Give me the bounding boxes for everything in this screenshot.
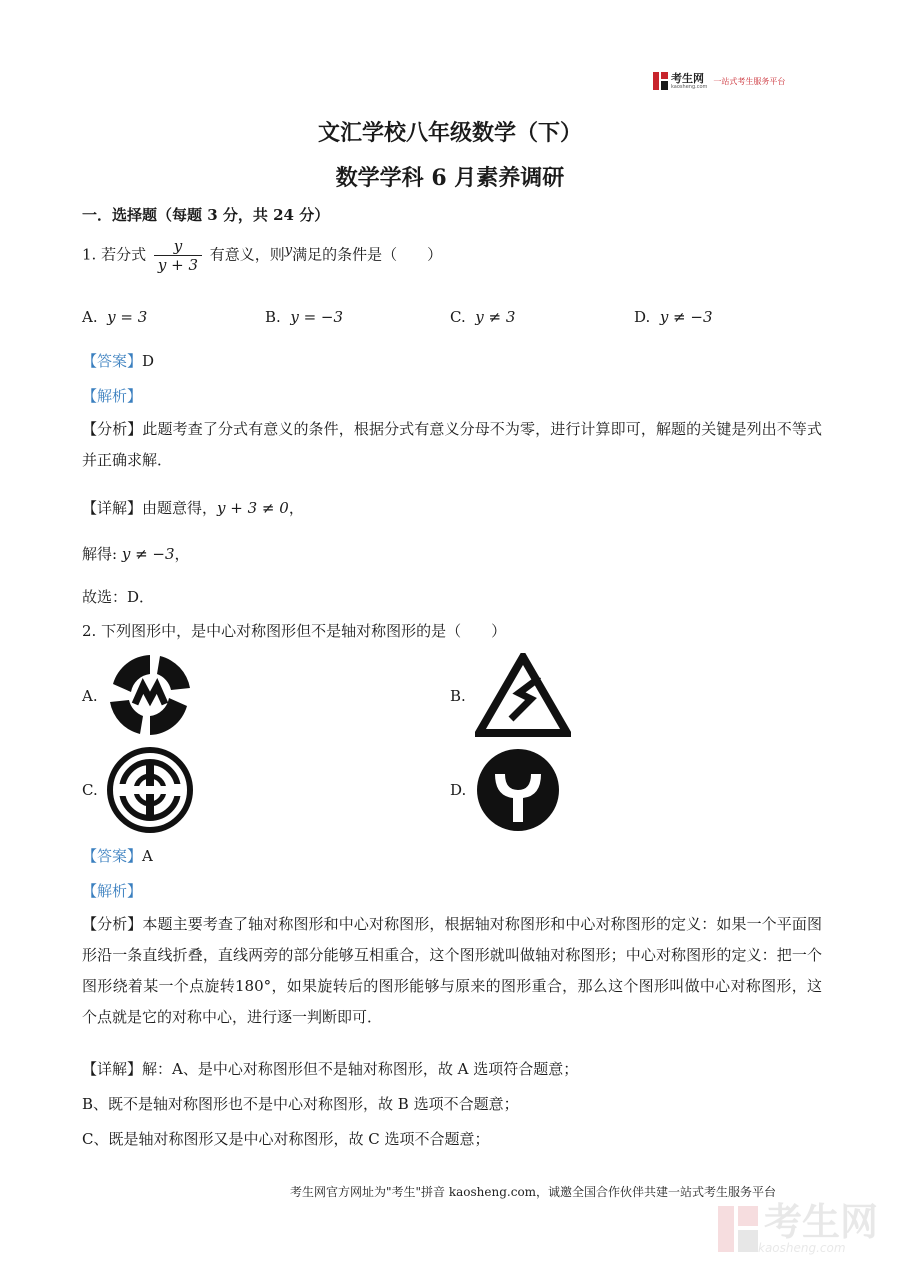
logo-name: 考生网: [671, 71, 704, 85]
xiangjie-text: 解：A、是中心对称图形但不是轴对称图形，故 A 选项符合题意；: [142, 1060, 579, 1078]
fenxi-tag: 【分析】: [82, 420, 143, 438]
s-swirl-icon: [105, 652, 195, 742]
option-label: D.: [634, 308, 651, 326]
kaosheng-logo-icon: [653, 72, 668, 90]
option-expr: y ≠ −3: [659, 308, 713, 326]
answer-tag: 【答案】: [82, 847, 143, 865]
xiangjie-text: 由题意得，: [142, 499, 218, 517]
fenxi-tag: 【分析】: [82, 915, 143, 933]
q2-option-d-label: D.: [450, 781, 467, 799]
q1-choice: 故选：D．: [82, 588, 155, 606]
q2-analysis: [82, 909, 822, 1033]
q1-option-a: [82, 308, 147, 326]
q2-answer: [82, 845, 153, 866]
q2-analysis-tag: 【解析】: [82, 882, 143, 900]
q2-line-b: B、既不是轴对称图形也不是中心对称图形，故 B 选项不合题意；: [82, 1095, 519, 1113]
q1-analysis: [82, 414, 822, 476]
q1-option-c: [450, 308, 515, 326]
q1-prefix: 1. 若分式: [82, 245, 147, 264]
xiangjie-end: ，: [288, 499, 304, 517]
jiede-text: 解得:: [82, 545, 122, 563]
page-subtitle: 数学学科 6 月素养调研: [335, 165, 565, 191]
q2-line-c: C、既是轴对称图形又是中心对称图形，故 C 选项不合题意；: [82, 1130, 490, 1148]
answer-value: A: [142, 847, 153, 865]
q2-stem: 2. 下列图形中，是中心对称图形但不是轴对称图形的是（ ）: [82, 622, 507, 640]
q1-stem: [82, 237, 442, 274]
option-label: C.: [450, 308, 466, 326]
q2-detail: [82, 1058, 578, 1079]
q2-option-a-label: A.: [82, 687, 98, 705]
jiede-end: ，: [174, 545, 190, 563]
q1-fraction-denominator: y + 3: [157, 256, 198, 274]
option-expr: y = −3: [290, 308, 344, 326]
q1-solution: [82, 543, 190, 564]
page-title: 文汇学校八年级数学（下）: [317, 120, 582, 146]
xiangjie-tag: 【详解】: [82, 499, 143, 517]
fenxi-text: 本题主要考查了轴对称图形和中心对称图形，根据轴对称图形和中心对称图形的定义：如果一个平面图形沿一条直线折叠，直线两旁的部分能够互相重合，这个图形就叫做轴对称图形；中心对称图形的定义：把一个图形绕着某一个点旋转180°，如果旋转后的图形能够与原来的图形重合，那么这个图形叫做中心对称图形，这个点就是它的对称中心，进行逐一判断即可．: [82, 915, 822, 1026]
watermark-logo-icon: [718, 1206, 758, 1252]
logo-slogan: 一站式考生服务平台: [713, 76, 786, 86]
q1-detail: [82, 497, 304, 518]
q1-fraction-numerator: y: [154, 237, 202, 256]
q1-analysis-tag: 【解析】: [82, 387, 143, 405]
q1-fraction: [154, 237, 202, 274]
option-expr: y = 3: [107, 308, 148, 326]
fenxi-text: 此题考查了分式有意义的条件，根据分式有意义分母不为零，进行计算即可，解题的关键是列出不等式并正确求解．: [82, 420, 822, 469]
xiangjie-tag: 【详解】: [82, 1060, 143, 1078]
option-expr: y ≠ 3: [475, 308, 516, 326]
option-label: B.: [265, 308, 281, 326]
q1-suffix-b: 满足的条件是（ ）: [292, 245, 443, 264]
brand-logo: [653, 72, 785, 90]
option-label: A.: [82, 308, 98, 326]
answer-tag: 【答案】: [82, 352, 143, 370]
section-heading: 一．选择题（每题 3 分，共 24 分）: [82, 206, 330, 224]
q2-option-c-label: C.: [82, 781, 98, 799]
answer-value: D: [142, 352, 155, 370]
q1-answer: [82, 350, 154, 371]
watermark-url: kaosheng.com: [758, 1241, 846, 1255]
q2-option-b-label: B.: [450, 687, 466, 705]
jiede-expr: y ≠ −3: [121, 545, 175, 563]
q1-suffix-a: 有意义，则: [209, 245, 285, 264]
circle-y-icon: [473, 746, 563, 838]
q1-option-b: [265, 308, 343, 326]
watermark-text: 考生网: [764, 1200, 879, 1244]
xiangjie-expr: y + 3 ≠ 0: [217, 499, 289, 517]
circle-bars-icon: [105, 746, 195, 838]
q1-var: y: [284, 242, 293, 258]
page-footer: 考生网官方网址为"考生"拼音 kaosheng.com，诚邀全国合作伙伴共建一站式考生服务平台: [290, 1185, 777, 1199]
logo-url: kaosheng.com: [671, 83, 708, 90]
watermark: [718, 1200, 879, 1255]
q1-option-d: [634, 308, 713, 326]
warning-triangle-icon: [475, 653, 571, 741]
